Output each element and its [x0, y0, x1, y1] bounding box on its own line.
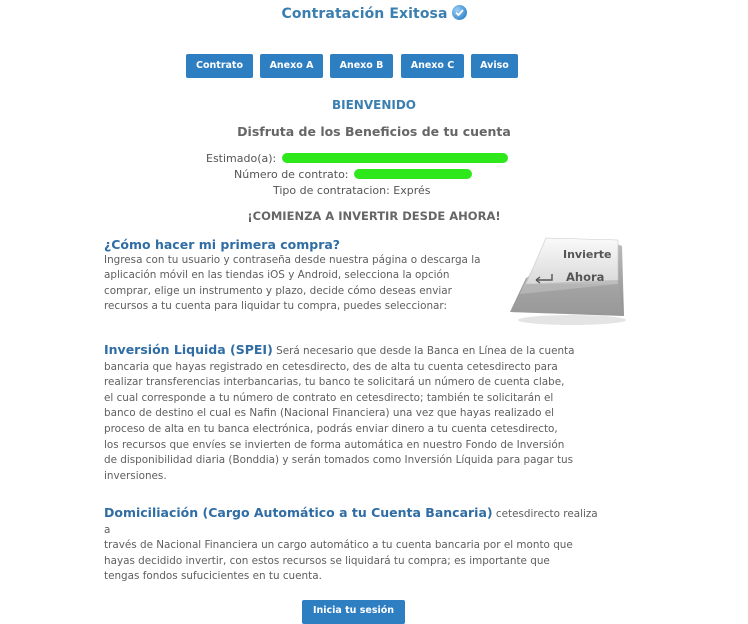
paragraph-line: aplicación móvil en las tiendas iOS y Android, selecciona la opción — [104, 269, 450, 282]
tab-anexo-c[interactable]: Anexo C — [401, 54, 464, 78]
spei-section — [104, 342, 604, 484]
contract-type-row — [273, 184, 431, 197]
tab-contrato[interactable]: Contrato — [186, 54, 253, 78]
paragraph-line: proceso de alta en tu banca electrónica, podrás enviar dinero a tu cuenta cetesdirecto, — [104, 422, 558, 435]
check-circle-icon — [452, 5, 467, 20]
contract-number-label: Número de contrato: — [234, 168, 349, 181]
redacted-contract-number — [354, 169, 472, 179]
paragraph-line: hayas decidido invertir, con estos recursos se liquidará tu compra; es importante que — [104, 554, 550, 567]
first-purchase-section — [104, 237, 504, 315]
paragraph-line: inversiones. — [104, 469, 167, 482]
benefits-subtitle: Disfruta de los Beneficios de tu cuenta — [237, 124, 511, 139]
paragraph-line: los recursos que envíes se invierten de forma automática en nuestro Fondo de Inversión — [104, 438, 565, 451]
paragraph-line: Será necesario que desde la Banca en Línea de la cuenta — [272, 345, 575, 357]
first-purchase-title: ¿Cómo hacer mi primera compra? — [104, 237, 341, 252]
login-button[interactable]: Inicia tu sesión — [302, 600, 405, 624]
paragraph-line: cetesdirecto realiza a — [104, 508, 598, 536]
client-name-label: Estimado(a): — [206, 152, 277, 165]
tab-anexo-b[interactable]: Anexo B — [330, 54, 393, 78]
contract-number-row — [234, 168, 472, 181]
paragraph-line: el cual corresponde a tu número de contrato en cetesdirecto; también te solicitarán el — [104, 391, 554, 404]
paragraph-line: través de Nacional Financiera un cargo automático a tu cuenta bancaria por el monto que — [104, 539, 573, 552]
contract-type-label: Tipo de contratacion: — [273, 184, 390, 197]
welcome-heading: BIENVENIDO — [331, 98, 416, 112]
spei-title: Inversión Liquida (SPEI) — [104, 342, 273, 357]
paragraph-line: bancaria que hayas registrado en cetesdirecto, des de alta tu cuenta cetesdirecto para — [104, 360, 558, 373]
paragraph-line: realizar transferencias interbancarias, tu banco te solicitará un número de cuenta clabe, — [104, 376, 565, 389]
domiciliacion-section — [104, 505, 604, 585]
page-title-text: Contratación Exitosa — [281, 6, 448, 22]
paragraph-line: de disponibilidad diaria (Bonddia) y serán tomados como Inversión Líquida para pagar tus — [104, 454, 574, 467]
paragraph-line: Ingresa con tu usuario y contraseña desde nuestra página o descarga la — [104, 253, 481, 266]
tab-aviso[interactable]: Aviso — [471, 54, 518, 78]
tab-anexo-a[interactable]: Anexo A — [260, 54, 323, 78]
paragraph-line: tengas fondos sufucicientes en tu cuenta. — [104, 570, 322, 583]
client-name-row — [206, 152, 508, 165]
key-label-line1: Invierte — [563, 248, 612, 261]
redacted-name — [282, 153, 508, 163]
invierte-ahora-key-image — [506, 236, 628, 326]
cta-heading: ¡COMIENZA A INVERTIR DESDE AHORA! — [247, 209, 501, 223]
page-title — [0, 5, 748, 22]
paragraph-line: banco de destino el cual es Nafin (Nacional Financiera) una vez que hayas realizado el — [104, 407, 555, 420]
key-label-line2: Ahora — [566, 270, 605, 284]
paragraph-line: recursos a tu cuenta para liquidar tu compra, puedes seleccionar: — [104, 300, 448, 313]
paragraph-line: comprar, elige un instrumento y plazo, decide cómo deseas enviar — [104, 284, 452, 297]
domiciliacion-title: Domiciliación (Cargo Automático a tu Cuenta Bancaria) — [104, 505, 493, 520]
contract-type-value: Exprés — [393, 184, 431, 197]
